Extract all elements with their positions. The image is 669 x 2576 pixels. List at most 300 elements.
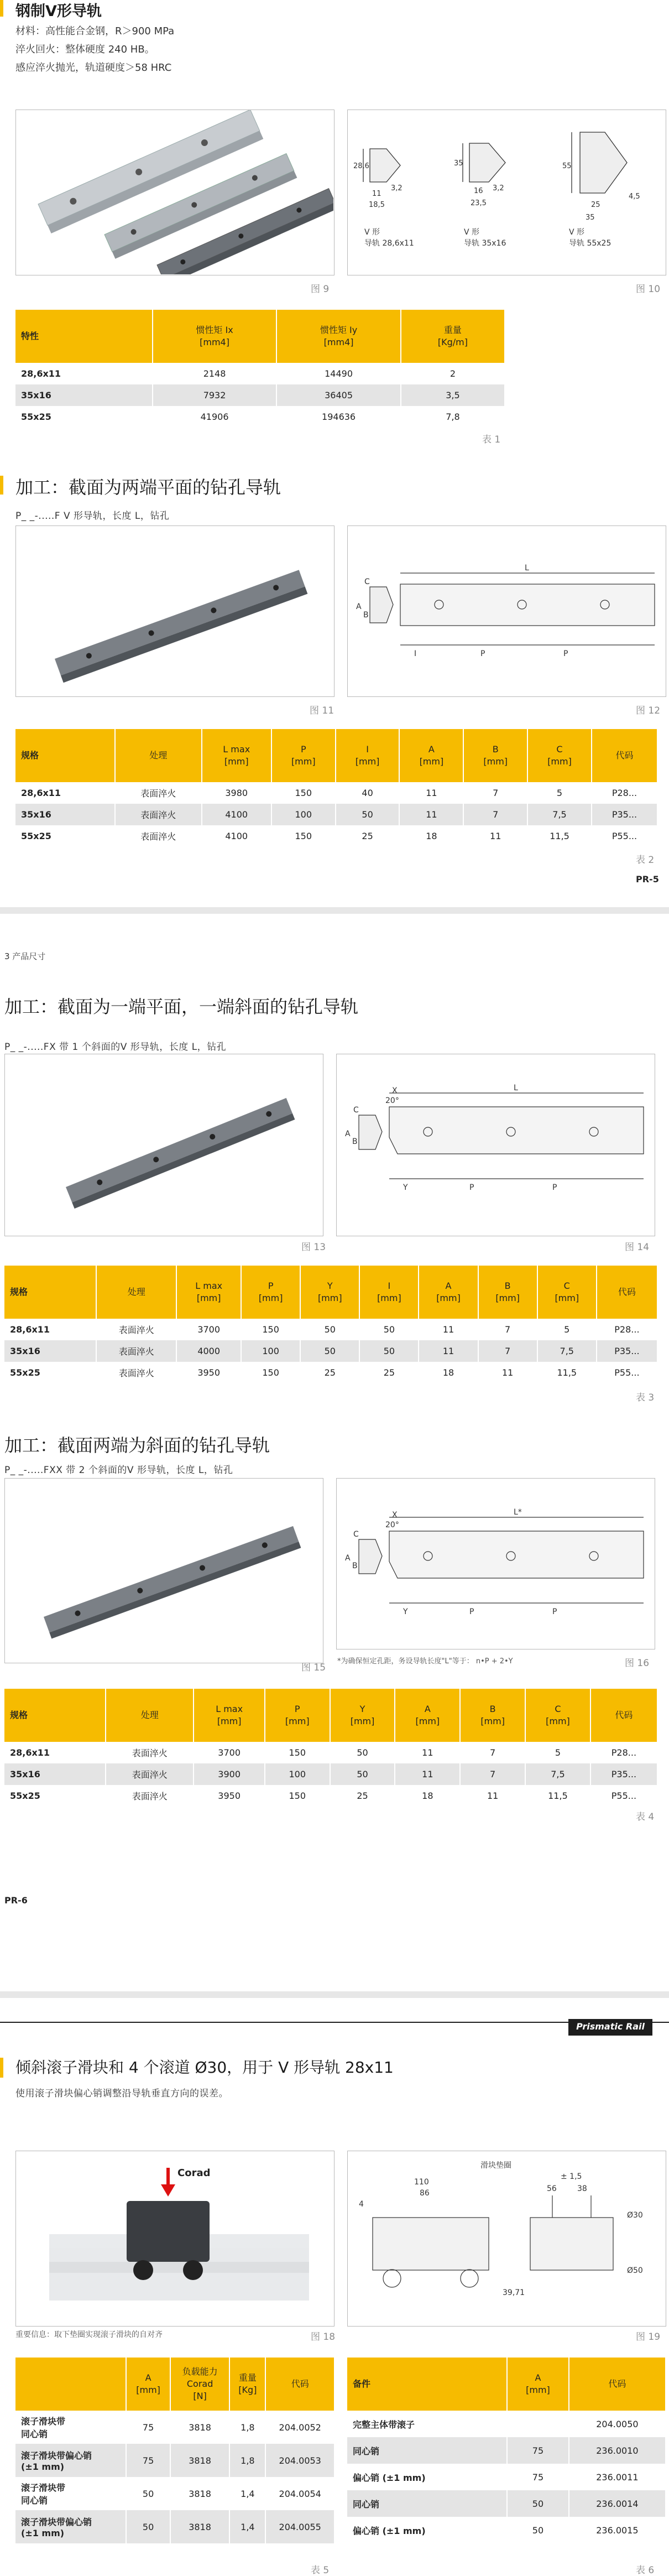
figure-19-drawing [347, 2151, 666, 2327]
table-cell: 3950 [177, 1362, 242, 1383]
table-cell: 50 [127, 2477, 171, 2510]
spec-hardening: 淬火回火：整体硬度 240 HB。 [15, 44, 155, 55]
table-cell: 11 [395, 1763, 461, 1785]
table-cell: 3818 [171, 2477, 231, 2510]
table-cell: P55... [591, 1785, 658, 1807]
svg-text:导轨 35x16: 导轨 35x16 [464, 239, 506, 248]
section3-sub: P_ _-.....FX 带 1 个斜面的V 形导轨，长度 L，钻孔 [4, 1042, 227, 1053]
table-cell: 3700 [194, 1742, 265, 1763]
table-header: 备件 [347, 2358, 508, 2411]
svg-text:55: 55 [562, 162, 572, 170]
section1-title: 钢制V形导轨 [15, 3, 102, 20]
svg-text:28,6: 28,6 [353, 162, 369, 170]
svg-text:23,5: 23,5 [471, 199, 487, 207]
slider-drawing-19 [348, 2151, 665, 2325]
table-header: C [mm] [538, 1266, 597, 1319]
table-header: A [mm] [400, 729, 464, 782]
svg-text:4,5: 4,5 [629, 192, 640, 201]
table-header: 代码 [569, 2358, 666, 2411]
svg-text:B: B [352, 1562, 358, 1570]
table-cell: 7 [464, 782, 528, 804]
table-row [347, 2464, 666, 2490]
svg-text:56: 56 [547, 2184, 557, 2193]
table-cell: 3818 [171, 2510, 231, 2543]
table-header: 处理 [106, 1689, 194, 1742]
table-cell: 50 [508, 2490, 569, 2517]
table-cell: P28... [591, 1742, 658, 1763]
section3-title: 加工：截面为一端平面，一端斜面的钻孔导轨 [4, 996, 359, 1017]
svg-text:P: P [480, 649, 485, 658]
table-cell: 滚子滑块带 同心销 [15, 2411, 127, 2444]
svg-text:3,2: 3,2 [391, 184, 403, 192]
table-row [15, 2411, 335, 2444]
label-rail-28: V 形 [364, 228, 380, 237]
fig13-caption: 图 13 [301, 1242, 326, 1253]
svg-text:3,2: 3,2 [493, 184, 504, 192]
svg-text:P: P [552, 1183, 557, 1192]
svg-text:16: 16 [474, 187, 483, 195]
table-cell: 50 [360, 1319, 419, 1340]
table-row [4, 1763, 658, 1785]
svg-text:X: X [392, 1086, 398, 1095]
table-header: A [mm] [395, 1689, 461, 1742]
table4-caption: 表 4 [636, 1812, 655, 1823]
table-cell: 50 [331, 1742, 396, 1763]
table-cell: P55... [592, 825, 658, 847]
table5-caption: 表 5 [311, 2565, 330, 2576]
table-cell: 11 [419, 1319, 478, 1340]
table-header: P [mm] [272, 729, 336, 782]
table-cell: 194636 [277, 406, 401, 428]
table-cell: 75 [508, 2437, 569, 2464]
force-label: Corad [177, 2167, 211, 2179]
table-cell: 7 [464, 804, 528, 825]
table6-caption: 表 6 [636, 2565, 655, 2576]
drilled-rail-drawing-16 [337, 1479, 654, 1648]
table-header: 规格 [4, 1266, 97, 1319]
svg-text:C: C [353, 1530, 359, 1539]
table-cell: 50 [336, 804, 400, 825]
table-cell: 150 [272, 782, 336, 804]
svg-text:4: 4 [359, 2200, 364, 2209]
fig18-caption: 图 18 [311, 2332, 336, 2343]
table-cell: 3950 [194, 1785, 265, 1807]
table-header: I [mm] [336, 729, 400, 782]
table-cell: 236.0015 [569, 2517, 666, 2543]
fig15-caption: 图 15 [301, 1662, 326, 1673]
table-cell: 偏心销 (±1 mm) [347, 2464, 508, 2490]
prismatic-rail-label: Prismatic Rail [568, 2019, 652, 2036]
svg-text:± 1,5: ± 1,5 [561, 2172, 582, 2181]
svg-text:B: B [363, 611, 369, 620]
table-row [347, 2490, 666, 2517]
table-cell: 3,5 [401, 384, 505, 406]
svg-text:25: 25 [591, 201, 600, 209]
table-cell: 50 [301, 1319, 360, 1340]
table-row [15, 384, 505, 406]
fig16-note: *为确保恒定孔距，务设导轨长度"L"等于： n•P + 2•Y [337, 1657, 513, 1666]
table-header: I [mm] [360, 1266, 419, 1319]
figure-10-sections [347, 110, 666, 275]
svg-text:35: 35 [586, 214, 595, 222]
figure-14-drawing [336, 1054, 655, 1236]
table-cell: 55x25 [4, 1362, 97, 1383]
table-cell: 50 [127, 2510, 171, 2543]
svg-text:Ø30: Ø30 [627, 2211, 643, 2220]
table-cell: 28,6x11 [15, 363, 153, 384]
table-header: B [mm] [461, 1689, 526, 1742]
table-row [4, 1319, 658, 1340]
table-cell: 204.0055 [266, 2510, 335, 2543]
section2-title: 加工：截面为两端平面的钻孔导轨 [15, 477, 281, 498]
table-row [15, 363, 505, 384]
rail-render-15 [5, 1479, 322, 1662]
svg-text:35: 35 [454, 159, 463, 168]
fig14-caption: 图 14 [625, 1242, 650, 1253]
svg-text:38: 38 [577, 2184, 587, 2193]
fig9-caption: 图 9 [311, 284, 330, 295]
slider-table-5 [15, 2358, 335, 2543]
fig12-caption: 图 12 [636, 705, 661, 716]
table3-caption: 表 3 [636, 1392, 655, 1403]
table-cell: P28... [597, 1319, 658, 1340]
table-header: P [mm] [265, 1689, 331, 1742]
table-cell: 28,6x11 [4, 1742, 106, 1763]
fig19-caption: 图 19 [636, 2332, 661, 2343]
table-header: 代码 [592, 729, 658, 782]
svg-text:B: B [352, 1137, 358, 1146]
table-cell: P55... [597, 1362, 658, 1383]
table-cell: 同心销 [347, 2490, 508, 2517]
table-cell: 表面淬火 [97, 1340, 177, 1362]
section2-bar [0, 476, 3, 495]
table-cell: P35... [597, 1340, 658, 1362]
table-cell: 5 [538, 1319, 597, 1340]
table-cell: 1,8 [230, 2444, 266, 2477]
svg-text:11: 11 [372, 190, 381, 198]
table-header: L max [mm] [194, 1689, 265, 1742]
figure-13-rail [4, 1054, 323, 1236]
svg-text:20°: 20° [385, 1096, 399, 1105]
table-cell: 11 [395, 1742, 461, 1763]
svg-text:18,5: 18,5 [369, 201, 385, 209]
table-cell: 表面淬火 [97, 1319, 177, 1340]
table-cell: 7 [479, 1319, 538, 1340]
table-cell: 3980 [202, 782, 272, 804]
spec-induction: 感应淬火抛光，轨道硬度＞58 HRC [15, 62, 172, 74]
svg-text:I: I [414, 649, 417, 658]
table-cell: 25 [301, 1362, 360, 1383]
title-bar [0, 0, 3, 17]
table-cell: 7932 [153, 384, 278, 406]
table-header: C [mm] [526, 1689, 591, 1742]
table-cell: 55x25 [15, 406, 153, 428]
table-cell: 同心销 [347, 2437, 508, 2464]
table-cell: 7 [461, 1763, 526, 1785]
table-row [15, 2477, 335, 2510]
gasket-label: 滑块垫圈 [480, 2161, 511, 2170]
table-cell: P35... [591, 1763, 658, 1785]
table-header: 代码 [597, 1266, 658, 1319]
table-cell: 55x25 [4, 1785, 106, 1807]
svg-text:A: A [345, 1130, 351, 1138]
table-header: A [mm] [127, 2358, 171, 2411]
properties-table [15, 310, 505, 428]
table-cell: 35x16 [4, 1340, 97, 1362]
table-cell [508, 2411, 569, 2437]
table-cell: 表面淬火 [116, 804, 202, 825]
table-cell: 50 [331, 1763, 396, 1785]
svg-text:L*: L* [514, 1508, 522, 1517]
svg-text:Y: Y [403, 1607, 408, 1616]
table-cell: 7,5 [538, 1340, 597, 1362]
table-cell: 11 [419, 1340, 478, 1362]
table-cell: 14490 [277, 363, 401, 384]
table-header: P [mm] [242, 1266, 301, 1319]
table-cell: 204.0053 [266, 2444, 335, 2477]
table-header: Y [mm] [331, 1689, 396, 1742]
table-cell: 11 [400, 804, 464, 825]
table-cell: 35x16 [4, 1763, 106, 1785]
table-cell: 1,8 [230, 2411, 266, 2444]
svg-text:39,71: 39,71 [503, 2288, 525, 2297]
rail-render-11 [16, 526, 333, 696]
table-cell: 50 [508, 2517, 569, 2543]
table-row [15, 782, 658, 804]
svg-text:A: A [345, 1554, 351, 1563]
svg-text:20°: 20° [385, 1521, 399, 1529]
table-row [15, 2510, 335, 2543]
rail-render-13 [5, 1054, 322, 1235]
spec-material: 材料：高性能合金钢，R＞900 MPa [15, 25, 175, 37]
table-cell: 204.0054 [266, 2477, 335, 2510]
figure-18-slider [15, 2151, 334, 2327]
table-cell: 18 [419, 1362, 478, 1383]
table-cell: 18 [400, 825, 464, 847]
table-cell: 75 [508, 2464, 569, 2490]
table-cell: 55x25 [15, 825, 116, 847]
table-row [4, 1340, 658, 1362]
table-header: A [mm] [419, 1266, 478, 1319]
svg-text:A: A [356, 602, 362, 611]
svg-text:导轨 28,6x11: 导轨 28,6x11 [364, 239, 414, 248]
table-header: 重量 [Kg/m] [401, 310, 505, 363]
table-cell: 7,5 [526, 1763, 591, 1785]
table-header: A [mm] [508, 2358, 569, 2411]
table-row [15, 406, 505, 428]
table-header: 特性 [15, 310, 153, 363]
table-header: 处理 [97, 1266, 177, 1319]
fig11-caption: 图 11 [310, 705, 334, 716]
page-separator [0, 907, 669, 914]
table-cell: 100 [272, 804, 336, 825]
table-cell: 2 [401, 363, 505, 384]
table-row [347, 2517, 666, 2543]
table-cell: 4100 [202, 825, 272, 847]
figure-15-rail [4, 1478, 323, 1663]
table-header [15, 2358, 127, 2411]
table-cell: 2148 [153, 363, 278, 384]
table-cell: 150 [265, 1785, 331, 1807]
svg-text:P: P [552, 1607, 557, 1616]
table-cell: 11,5 [526, 1785, 591, 1807]
table-cell: 表面淬火 [116, 782, 202, 804]
svg-text:X: X [392, 1511, 398, 1519]
table-cell: 75 [127, 2411, 171, 2444]
table-header: 惯性矩 Iy [mm4] [277, 310, 401, 363]
drilled-rail-drawing-12 [348, 526, 665, 696]
svg-text:P: P [469, 1183, 474, 1192]
table-cell: 236.0010 [569, 2437, 666, 2464]
page-header: 3 产品尺寸 [4, 951, 46, 961]
figure-9-rails [15, 110, 334, 275]
table-cell: 150 [272, 825, 336, 847]
svg-text:Ø50: Ø50 [627, 2266, 643, 2275]
table-cell: 偏心销 (±1 mm) [347, 2517, 508, 2543]
svg-text:L: L [525, 564, 529, 573]
table-cell: 36405 [277, 384, 401, 406]
table-row [347, 2411, 666, 2437]
table-cell: 25 [360, 1362, 419, 1383]
table-row [347, 2437, 666, 2464]
section5-title: 倾斜滚子滑块和 4 个滚道 Ø30，用于 V 形导轨 28x11 [15, 2058, 394, 2077]
table-cell: 11 [479, 1362, 538, 1383]
drilled-rail-drawing-14 [337, 1054, 654, 1235]
table-cell: 4000 [177, 1340, 242, 1362]
table-cell: 100 [242, 1340, 301, 1362]
table-cell: 18 [395, 1785, 461, 1807]
page-separator-2 [0, 1991, 669, 1998]
table-cell: 表面淬火 [116, 825, 202, 847]
svg-text:L: L [514, 1084, 518, 1092]
svg-text:110: 110 [414, 2178, 429, 2187]
table-cell: 236.0011 [569, 2464, 666, 2490]
svg-text:C: C [364, 577, 370, 586]
table-cell: 25 [331, 1785, 396, 1807]
table-header: 规格 [15, 729, 116, 782]
section4-sub: P_ _-.....FXX 带 2 个斜面的V 形导轨，长度 L，钻孔 [4, 1465, 233, 1476]
section-drawings [348, 110, 665, 274]
table-cell: 11,5 [528, 825, 592, 847]
rails-illustration [16, 110, 333, 274]
table-row [15, 2444, 335, 2477]
table-cell: 25 [336, 825, 400, 847]
table-cell: 11,5 [538, 1362, 597, 1383]
page-number-pr5: PR-5 [636, 874, 659, 884]
table-cell: 28,6x11 [15, 782, 116, 804]
table-cell: 1,4 [230, 2510, 266, 2543]
table-header: L max [mm] [177, 1266, 242, 1319]
section2-sub: P_ _-.....F V 形导轨，长度 L，钻孔 [15, 511, 170, 522]
table-cell: 1,4 [230, 2477, 266, 2510]
table-cell: 滚子滑块带 同心销 [15, 2477, 127, 2510]
table-cell: 7,8 [401, 406, 505, 428]
table-cell: 3700 [177, 1319, 242, 1340]
table-cell: 表面淬火 [106, 1785, 194, 1807]
table-header: L max [mm] [202, 729, 272, 782]
table-cell: 35x16 [15, 804, 116, 825]
table-header: 处理 [116, 729, 202, 782]
svg-text:V 形: V 形 [569, 228, 585, 237]
table-cell: 3900 [194, 1763, 265, 1785]
table-row [15, 825, 658, 847]
table-cell: 5 [526, 1742, 591, 1763]
table-cell: 50 [301, 1340, 360, 1362]
svg-text:P: P [563, 649, 568, 658]
table-cell: 表面淬火 [106, 1763, 194, 1785]
table-row [4, 1742, 658, 1763]
table-cell: 完整主体带滚子 [347, 2411, 508, 2437]
svg-text:86: 86 [420, 2189, 430, 2198]
table-cell: 4100 [202, 804, 272, 825]
table-cell: 204.0050 [569, 2411, 666, 2437]
table-cell: 41906 [153, 406, 278, 428]
table-header: 重量 [Kg] [230, 2358, 266, 2411]
table-cell: 150 [242, 1319, 301, 1340]
table-cell: 11 [400, 782, 464, 804]
table-cell: 表面淬火 [106, 1742, 194, 1763]
fig16-caption: 图 16 [625, 1658, 650, 1669]
table-cell: 28,6x11 [4, 1319, 97, 1340]
table-row [4, 1362, 658, 1383]
svg-text:C: C [353, 1106, 359, 1115]
table-cell: 滚子滑块带偏心销 (±1 mm) [15, 2444, 127, 2477]
svg-text:P: P [469, 1607, 474, 1616]
table-cell: P35... [592, 804, 658, 825]
table-header: Y [mm] [301, 1266, 360, 1319]
table-header: 惯性矩 Ix [mm4] [153, 310, 278, 363]
table-cell: 表面淬火 [97, 1362, 177, 1383]
table-cell: 150 [242, 1362, 301, 1383]
table-row [4, 1785, 658, 1807]
section5-sub: 使用滚子滑块偏心销调整沿导轨垂直方向的误差。 [15, 2088, 228, 2099]
table-cell: 11 [461, 1785, 526, 1807]
svg-text:Y: Y [403, 1183, 408, 1192]
table-header: 负载能力 Corad [N] [171, 2358, 231, 2411]
table-cell: 滚子滑块带偏心销 (±1 mm) [15, 2510, 127, 2543]
table-cell: 7 [461, 1742, 526, 1763]
table-cell: 7,5 [528, 804, 592, 825]
fig10-caption: 图 10 [636, 284, 661, 295]
table-cell: 7 [479, 1340, 538, 1362]
table-cell: 40 [336, 782, 400, 804]
table1-caption: 表 1 [482, 434, 501, 445]
table-header: C [mm] [528, 729, 592, 782]
table-cell: 3818 [171, 2444, 231, 2477]
table-cell: 236.0014 [569, 2490, 666, 2517]
slider-render-18 [16, 2151, 333, 2325]
drilling-table-3 [4, 1266, 658, 1383]
table-cell: 50 [360, 1340, 419, 1362]
table-cell: 11 [464, 825, 528, 847]
table-cell: 100 [265, 1763, 331, 1785]
svg-text:导轨 55x25: 导轨 55x25 [569, 239, 611, 248]
table-cell: 3818 [171, 2411, 231, 2444]
table-cell: 5 [528, 782, 592, 804]
important-note: 重要信息：取下垫圈实现滚子滑块的自对齐 [15, 2330, 163, 2339]
svg-text:V 形: V 形 [464, 228, 480, 237]
table-cell: P28... [592, 782, 658, 804]
drilling-table-2 [15, 729, 658, 847]
table-cell: 150 [265, 1742, 331, 1763]
table-row [15, 804, 658, 825]
table2-caption: 表 2 [636, 855, 655, 866]
table-cell: 204.0052 [266, 2411, 335, 2444]
drilling-table-4 [4, 1689, 658, 1807]
spare-parts-table-6 [347, 2358, 666, 2543]
table-header: B [mm] [479, 1266, 538, 1319]
table-header: 代码 [591, 1689, 658, 1742]
